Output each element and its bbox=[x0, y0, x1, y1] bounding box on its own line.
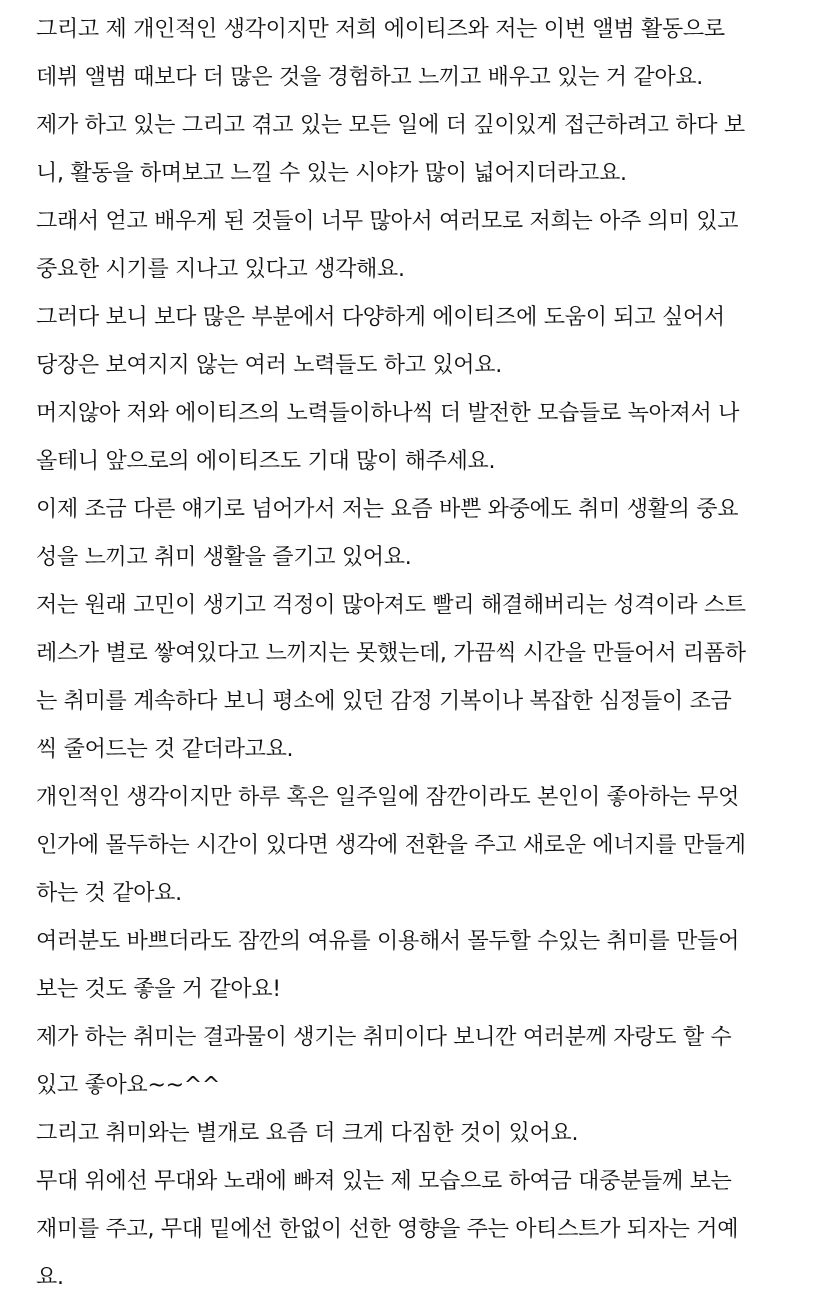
text-line: 데뷔 앨범 때보다 더 많은 것을 경험하고 느끼고 배우고 있는 거 같아요. bbox=[36, 65, 703, 90]
text-line: 무대 위에선 무대와 노래에 빠져 있는 제 모습으로 하여금 대중분들께 보는 bbox=[36, 1169, 732, 1194]
text-line: 씩 줄어드는 것 같더라고요. bbox=[36, 737, 294, 762]
text-line: 요. bbox=[36, 1265, 64, 1290]
text-line: 레스가 별로 쌓여있다고 느끼지는 못했는데, 가끔씩 시간을 만들어서 리폼하 bbox=[36, 641, 746, 666]
text-line: 이제 조금 다른 얘기로 넘어가서 저는 요즘 바쁜 와중에도 취미 생활의 중요 bbox=[36, 497, 739, 522]
text-line: 제가 하고 있는 그리고 겪고 있는 모든 일에 더 깊이있게 접근하려고 하다 보 bbox=[36, 113, 745, 138]
text-line: 중요한 시기를 지나고 있다고 생각해요. bbox=[36, 257, 405, 282]
text-line: 저는 원래 고민이 생기고 걱정이 많아져도 빨리 해결해버리는 성격이라 스트 bbox=[36, 593, 746, 618]
text-line: 하는 것 같아요. bbox=[36, 881, 182, 906]
text-line: 그러다 보니 보다 많은 부분에서 다양하게 에이티즈에 도움이 되고 싶어서 bbox=[36, 305, 725, 330]
text-line: 재미를 주고, 무대 밑에선 한없이 선한 영향을 주는 아티스트가 되자는 거예 bbox=[36, 1217, 739, 1242]
text-line: 는 취미를 계속하다 보니 평소에 있던 감정 기복이나 복잡한 심정들이 조금 bbox=[36, 689, 732, 714]
text-line: 머지않아 저와 에이티즈의 노력들이하나씩 더 발전한 모습들로 녹아져서 나 bbox=[36, 401, 740, 426]
article-text bbox=[36, 6, 806, 1302]
text-line: 올테니 앞으로의 에이티즈도 기대 많이 해주세요. bbox=[36, 449, 496, 474]
text-line: 그래서 얻고 배우게 된 것들이 너무 많아서 여러모로 저희는 아주 의미 있고 bbox=[36, 209, 739, 234]
text-line: 당장은 보여지지 않는 여러 노력들도 하고 있어요. bbox=[36, 353, 502, 378]
text-line: 있고 좋아요~~^^ bbox=[36, 1073, 220, 1098]
text-line: 보는 것도 좋을 거 같아요! bbox=[36, 977, 281, 1002]
text-line: 개인적인 생각이지만 하루 혹은 일주일에 잠깐이라도 본인이 좋아하는 무엇 bbox=[36, 785, 740, 810]
text-line: 그리고 제 개인적인 생각이지만 저희 에이티즈와 저는 이번 앨범 활동으로 bbox=[36, 17, 725, 42]
text-line: 제가 하는 취미는 결과물이 생기는 취미이다 보니깐 여러분께 자랑도 할 수 bbox=[36, 1025, 732, 1050]
text-line: 그리고 취미와는 별개로 요즘 더 크게 다짐한 것이 있어요. bbox=[36, 1121, 579, 1146]
text-line: 인가에 몰두하는 시간이 있다면 생각에 전환을 주고 새로운 에너지를 만들게 bbox=[36, 833, 746, 858]
text-line: 니, 활동을 하며보고 느낄 수 있는 시야가 많이 넓어지더라고요. bbox=[36, 161, 627, 186]
text-line: 여러분도 바쁘더라도 잠깐의 여유를 이용해서 몰두할 수있는 취미를 만들어 bbox=[36, 929, 740, 954]
text-line: 성을 느끼고 취미 생활을 즐기고 있어요. bbox=[36, 545, 412, 570]
